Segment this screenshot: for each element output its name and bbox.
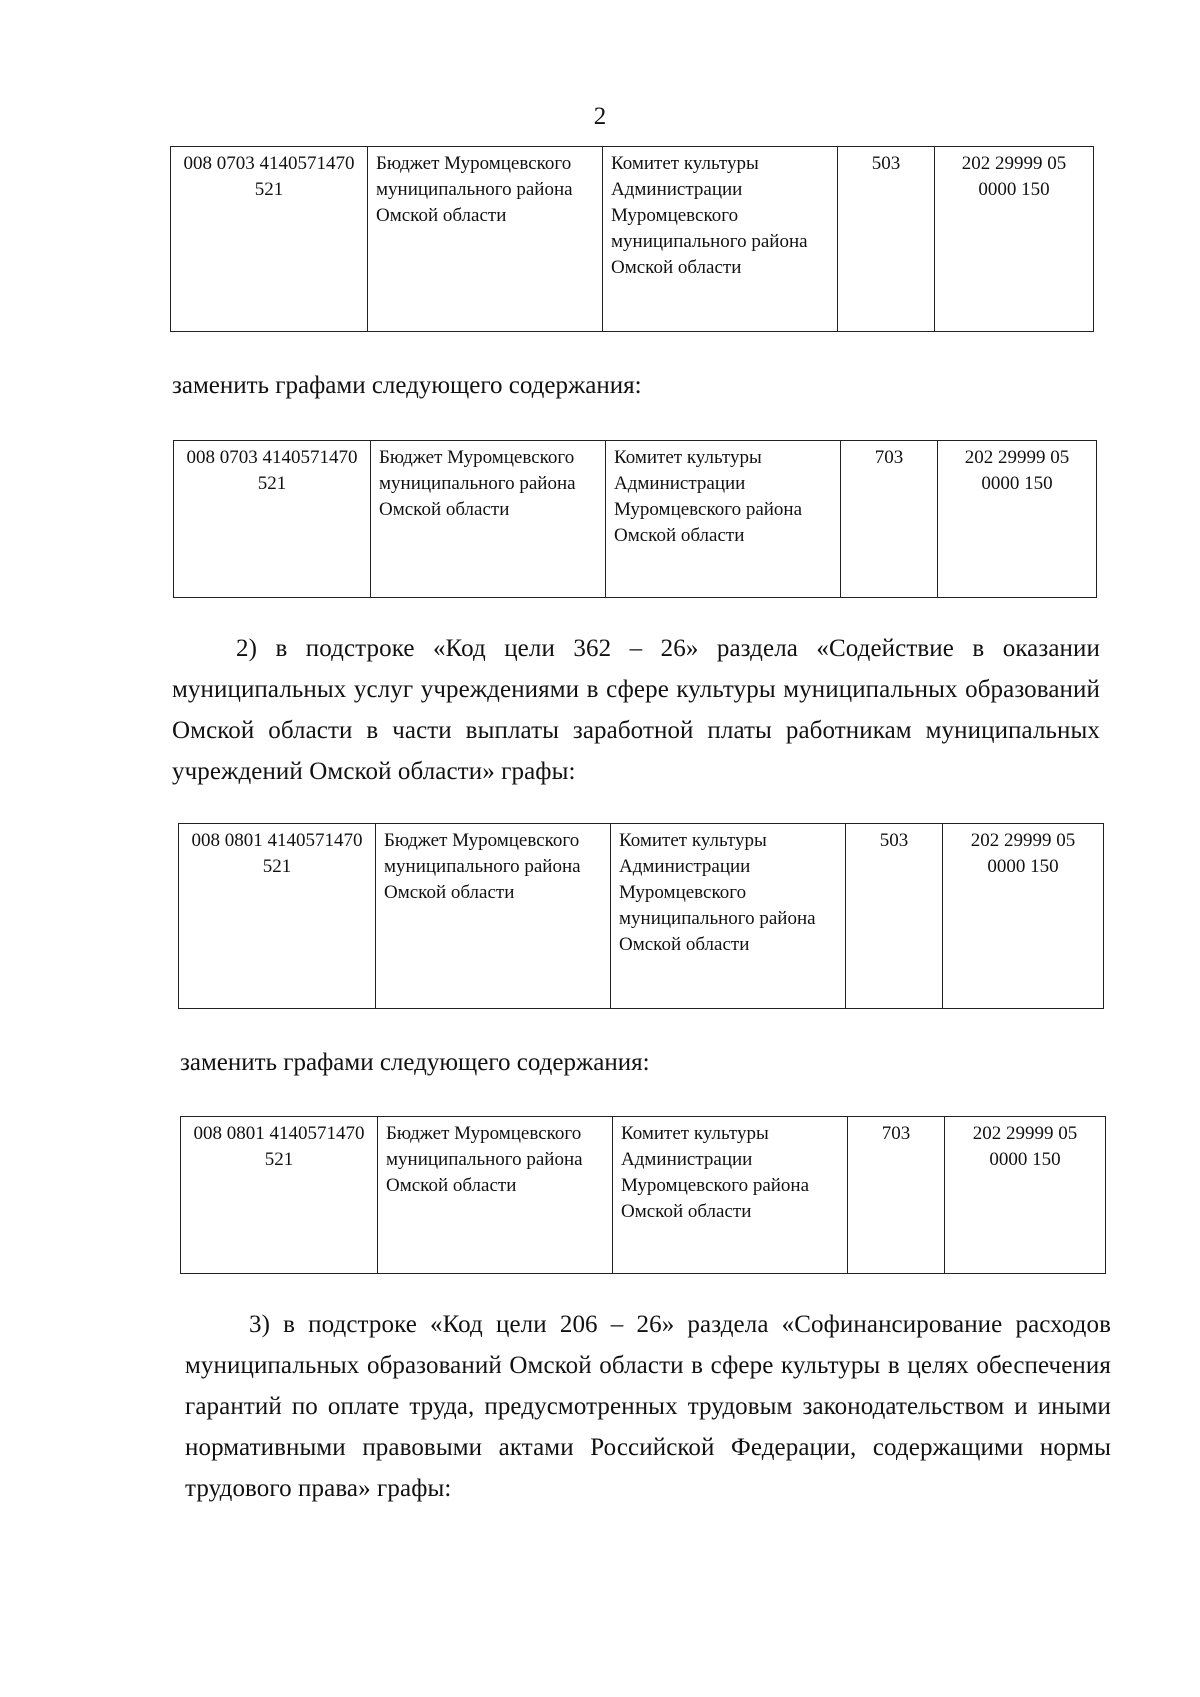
kbk-cell: 202 29999 05 0000 150 bbox=[935, 147, 1094, 332]
budget-cell: Бюджет Муромцевского муниципального района Омской области bbox=[371, 441, 606, 598]
admin-cell: Комитет культуры Администрации Муромцевского муниципального района Омской области bbox=[603, 147, 838, 332]
budget-table-3 bbox=[178, 823, 1104, 1009]
table-row bbox=[174, 441, 1097, 598]
kbk-cell: 202 29999 05 0000 150 bbox=[938, 441, 1097, 598]
code-cell: 008 0801 4140571470 521 bbox=[181, 1117, 378, 1274]
code-cell: 008 0703 4140571470 521 bbox=[174, 441, 371, 598]
admin-cell: Комитет культуры Администрации Муромцевского муниципального района Омской области bbox=[611, 824, 846, 1009]
budget-table-1 bbox=[170, 146, 1094, 332]
code-cell: 008 0801 4140571470 521 bbox=[179, 824, 376, 1009]
paragraph-2: 2) в подстроке «Код цели 362 – 26» раздела «Содействие в оказании муниципальных услуг учреждениями в сфере культуры муниципальных образований Омской области в части выплаты заработной платы работникам муниципальных учреждений Омской области» графы: bbox=[172, 635, 1100, 785]
budget-cell: Бюджет Муромцевского муниципального района Омской области bbox=[378, 1117, 613, 1274]
budget-table-4 bbox=[180, 1116, 1106, 1274]
kbk-cell: 202 29999 05 0000 150 bbox=[945, 1117, 1106, 1274]
budget-table-2 bbox=[173, 440, 1097, 598]
num-cell: 703 bbox=[841, 441, 938, 598]
paragraph-3: 3) в подстроке «Код цели 206 – 26» раздела «Софинансирование расходов муниципальных образований Омской области в сфере культуры в целях обеспечения гарантий по оплате труда, предусмотренных трудовым законодательством и иными нормативными правовыми актами Российской Федерации, содержащими нормы трудового права» графы: bbox=[185, 1311, 1111, 1502]
table-row bbox=[181, 1117, 1106, 1274]
num-cell: 503 bbox=[838, 147, 935, 332]
table-row bbox=[171, 147, 1094, 332]
code-cell: 008 0703 4140571470 521 bbox=[171, 147, 368, 332]
replace-text-1: заменить графами следующего содержания: bbox=[172, 372, 642, 399]
page-number: 2 bbox=[593, 103, 607, 130]
admin-cell: Комитет культуры Администрации Муромцевского района Омской области bbox=[613, 1117, 848, 1274]
num-cell: 703 bbox=[848, 1117, 945, 1274]
budget-cell: Бюджет Муромцевского муниципального района Омской области bbox=[376, 824, 611, 1009]
replace-text-2: заменить графами следующего содержания: bbox=[180, 1049, 650, 1076]
kbk-cell: 202 29999 05 0000 150 bbox=[943, 824, 1104, 1009]
table-row bbox=[179, 824, 1104, 1009]
num-cell: 503 bbox=[846, 824, 943, 1009]
budget-cell: Бюджет Муромцевского муниципального района Омской области bbox=[368, 147, 603, 332]
admin-cell: Комитет культуры Администрации Муромцевского района Омской области bbox=[606, 441, 841, 598]
